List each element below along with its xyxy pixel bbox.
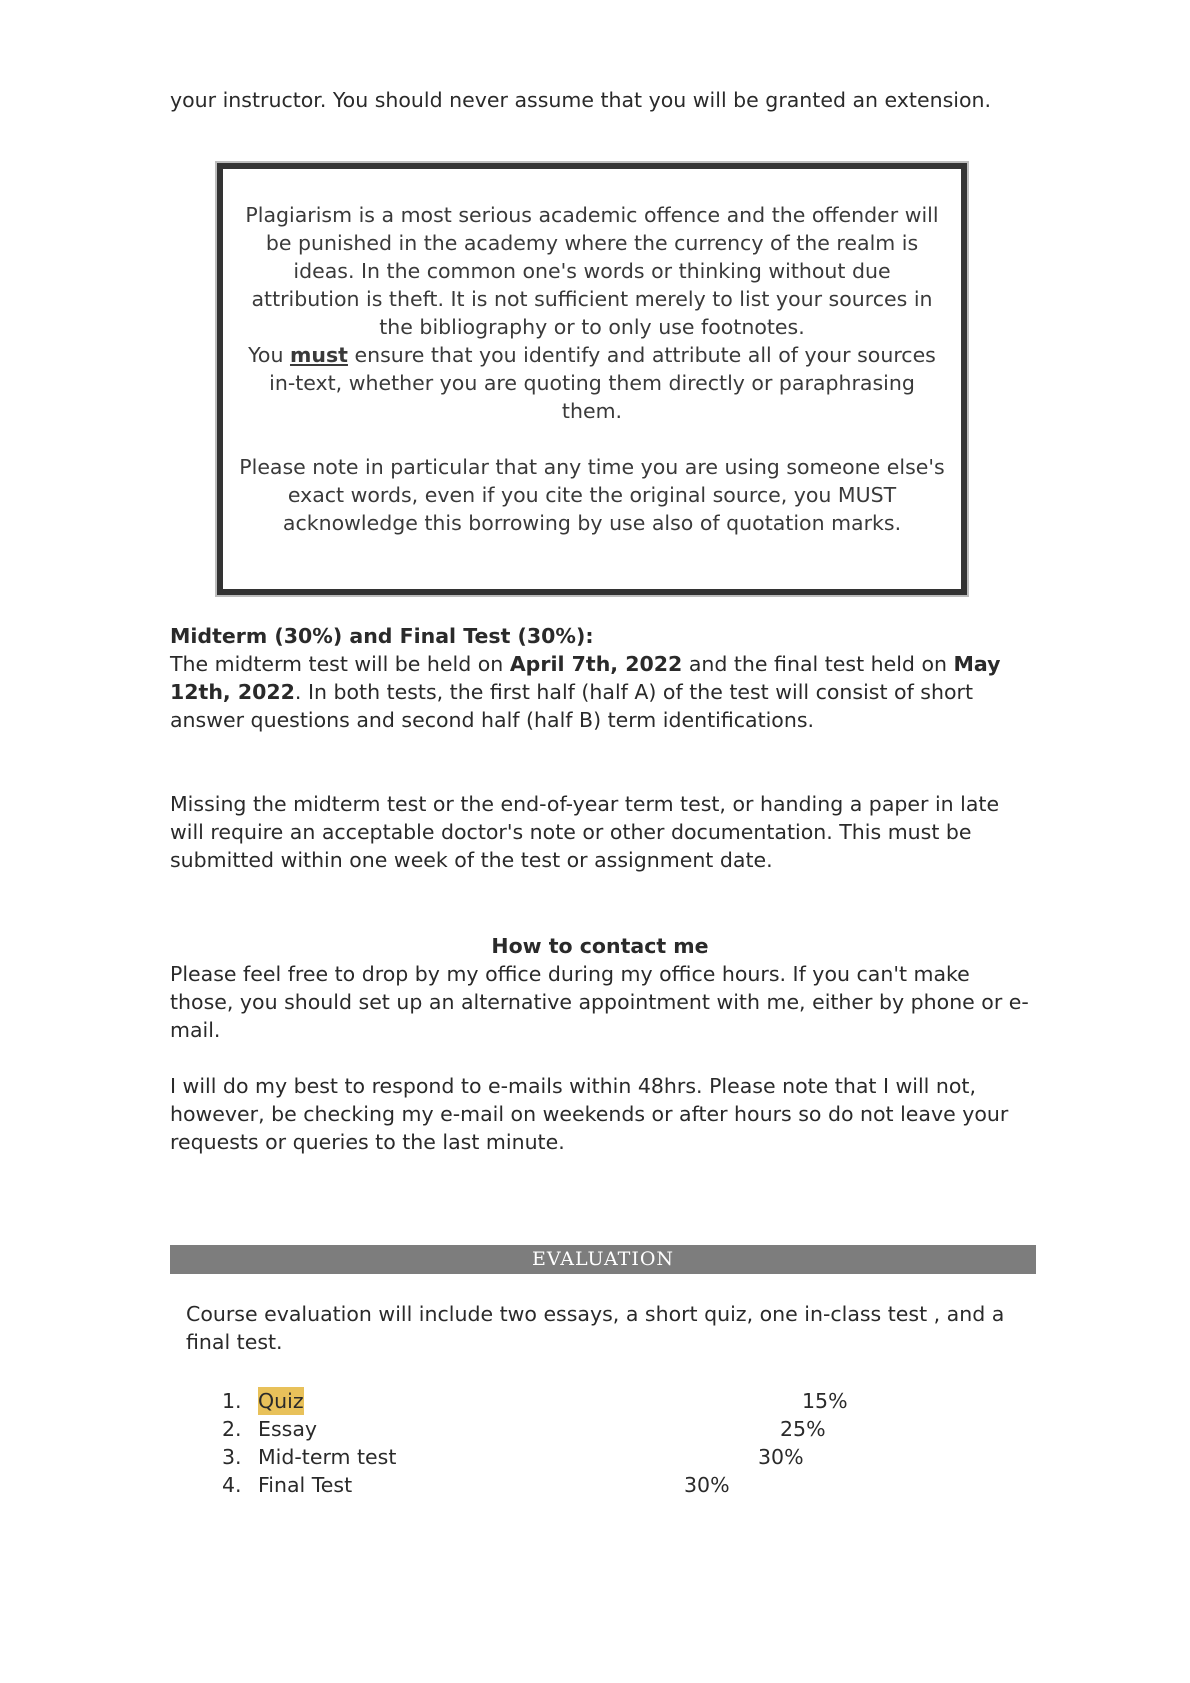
list-item-percent: 15% [802, 1389, 848, 1413]
list-item: 3. Mid-term test 30% [222, 1445, 804, 1469]
must-emphasis: must [289, 343, 348, 367]
notice-paragraph-1: Plagiarism is a most serious academic offence and the offender will be punished in the academy where the currency of the realm is ideas. In the common one's words or thinking without due attribution is theft. It is not sufficient merely to list your sources in the bibliography or to only use footnotes. [245, 203, 939, 339]
midterm-text: The midterm test will be held on April 7th, 2022 and the final test held on May 12th, 2022. In both tests, the first half (half A) of the test will consist of short answer questions and second half (half B) term identifications. [170, 652, 1001, 732]
midterm-heading: Midterm (30%) and Final Test (30%): [170, 624, 594, 648]
missing-test-text: Missing the midterm test or the end-of-year term test, or handing a paper in late will require an acceptable doctor's note or other documentation. This must be submitted within one week of the test or assignment date. [170, 792, 1000, 872]
intro-text: your instructor. You should never assume that you will be granted an extension. [170, 88, 992, 112]
notice-paragraph-3: Please note in particular that any time you are using someone else's exact words, even if you cite the original source, you MUST acknowledge this borrowing by use also of quotation marks. [239, 455, 945, 535]
midterm-date: April 7th, 2022 [509, 652, 683, 676]
list-item-name: Final Test [258, 1473, 353, 1497]
plagiarism-notice-box [217, 163, 967, 595]
contact-text-2: I will do my best to respond to e-mails within 48hrs. Please note that I will not, however, be checking my e-mail on weekends or after hours so do not leave your requests or queries to the last minute. [170, 1074, 1009, 1154]
list-item: 2. Essay 25% [222, 1417, 826, 1441]
contact-heading: How to contact me [491, 934, 709, 958]
list-item: 4. Final Test 30% [222, 1473, 730, 1497]
final-date: May 12th, 2022 [170, 652, 1001, 704]
list-item-percent: 30% [758, 1445, 804, 1469]
list-item: 1. Quiz 15% [222, 1389, 848, 1413]
list-item-name: Essay [258, 1417, 318, 1441]
evaluation-intro: Course evaluation will include two essays, a short quiz, one in-class test , and a final test. [186, 1302, 1005, 1354]
notice-paragraph-2: You must ensure that you identify and attribute all of your sources in-text, whether you are quoting them directly or paraphrasing them. [248, 343, 936, 423]
contact-text-1: Please feel free to drop by my office during my office hours. If you can't make those, you should set up an alternative appointment with me, either by phone or e-mail. [170, 962, 1029, 1042]
list-item-name: Mid-term test [258, 1445, 397, 1469]
list-item-percent: 25% [780, 1417, 826, 1441]
list-item-percent: 30% [684, 1473, 730, 1497]
list-item-name: Quiz [258, 1389, 304, 1413]
evaluation-list [222, 1387, 922, 1499]
evaluation-band: EVALUATION [170, 1245, 1036, 1274]
